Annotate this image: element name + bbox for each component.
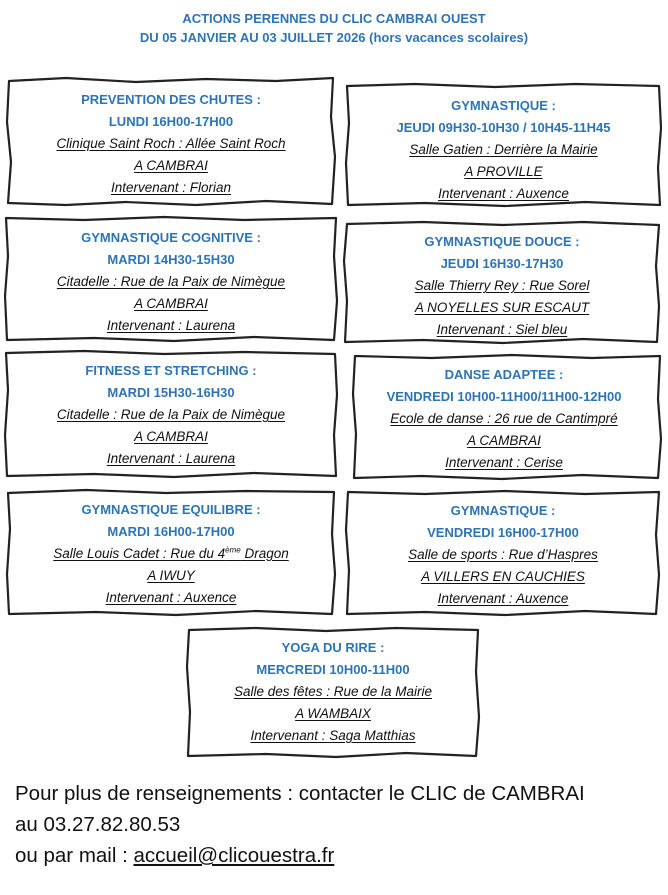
card-town: A CAMBRAI xyxy=(134,296,208,311)
card-town: A CAMBRAI xyxy=(134,158,208,173)
card-location: Clinique Saint Roch : Allée Saint Roch xyxy=(56,136,286,151)
activity-card-gymnastique-cognitive xyxy=(4,216,338,342)
card-instructor: Intervenant : Auxence xyxy=(105,590,237,605)
activity-card-danse-adaptee xyxy=(352,354,662,480)
card-town: A CAMBRAI xyxy=(467,433,541,448)
card-location: Citadelle : Rue de la Paix de Nimègue xyxy=(56,274,286,289)
card-location-text: Salle Louis Cadet : Rue du 4 xyxy=(53,546,226,561)
card-location: Salle des fêtes : Rue de la Mairie xyxy=(233,684,433,699)
card-schedule: JEUDI 09H30-10H30 / 10H45-11H45 xyxy=(396,120,611,135)
card-title: GYMNASTIQUE : xyxy=(450,503,556,518)
card-instructor: Intervenant : Auxence xyxy=(437,591,569,606)
card-town: A IWUY xyxy=(147,568,195,583)
card-instructor: Intervenant : Laurena xyxy=(106,451,236,466)
email-link[interactable]: accueil@clicouestra.fr xyxy=(133,844,335,867)
activity-card-gymnastique-douce xyxy=(343,221,661,344)
card-title: GYMNASTIQUE DOUCE : xyxy=(424,234,580,249)
card-schedule: VENDREDI 16H00-17H00 xyxy=(427,525,579,540)
card-title: YOGA DU RIRE : xyxy=(281,640,385,655)
page-title: ACTIONS PERENNES DU CLIC CAMBRAI OUEST xyxy=(182,11,486,26)
card-title: GYMNASTIQUE EQUILIBRE : xyxy=(81,502,261,517)
card-title: DANSE ADAPTEE : xyxy=(444,367,564,382)
card-schedule: MARDI 16H00-17H00 xyxy=(107,524,235,539)
card-location: Ecole de danse : 26 rue de Cantimpré xyxy=(390,411,618,426)
activity-card-prevention-chutes xyxy=(6,77,336,207)
activity-card-yoga-du-rire xyxy=(186,627,480,758)
card-town: A VILLERS EN CAUCHIES xyxy=(421,569,585,584)
card-title: GYMNASTIQUE COGNITIVE : xyxy=(81,230,261,245)
card-town: A WAMBAIX xyxy=(295,706,371,721)
card-location: Salle de sports : Rue d’Haspres xyxy=(408,547,598,562)
activity-card-gymnastique-villers xyxy=(345,490,661,616)
contact-phone: au 03.27.82.80.53 xyxy=(15,813,181,836)
card-location-text-end: Dragon xyxy=(240,546,289,561)
card-town: A PROVILLE xyxy=(464,164,543,179)
date-range: DU 05 JANVIER AU 03 JUILLET 2026 (hors vacances scolaires) xyxy=(139,30,529,45)
contact-line: Pour plus de renseignements : contacter le CLIC de CAMBRAI xyxy=(15,782,585,805)
card-schedule: JEUDI 16H30-17H30 xyxy=(440,256,564,271)
card-town: A NOYELLES SUR ESCAUT xyxy=(414,300,590,315)
card-schedule: MARDI 15H30-16H30 xyxy=(107,385,235,400)
card-schedule: VENDREDI 10H00-11H00/11H00-12H00 xyxy=(386,389,622,404)
card-instructor: Intervenant : Siel bleu xyxy=(436,322,568,337)
page-header xyxy=(0,9,668,47)
card-title: FITNESS ET STRETCHING : xyxy=(85,363,257,378)
card-schedule: MARDI 14H30-15H30 xyxy=(107,252,235,267)
card-location-sup: ème xyxy=(225,545,241,555)
card-location: Salle Gatien : Derrière la Mairie xyxy=(409,142,598,157)
card-instructor: Intervenant : Laurena xyxy=(106,318,236,333)
card-location: Salle Thierry Rey : Rue Sorel xyxy=(414,278,590,293)
activity-card-gymnastique-proville xyxy=(345,83,662,207)
card-instructor: Intervenant : Florian xyxy=(110,180,232,195)
contact-footer xyxy=(15,778,585,871)
card-instructor: Intervenant : Auxence xyxy=(438,186,569,201)
contact-mail-prefix: ou par mail : xyxy=(15,844,134,867)
card-title: GYMNASTIQUE : xyxy=(451,98,556,113)
card-location xyxy=(53,546,288,561)
contact-mail-line xyxy=(15,840,585,871)
activity-card-gymnastique-equilibre xyxy=(6,489,336,616)
activity-card-fitness-stretching xyxy=(4,350,338,478)
card-town: A CAMBRAI xyxy=(134,429,208,444)
card-instructor: Intervenant : Cerise xyxy=(445,455,563,470)
card-schedule: MERCREDI 10H00-11H00 xyxy=(256,662,410,677)
card-instructor: Intervenant : Saga Matthias xyxy=(250,728,416,743)
card-title: PREVENTION DES CHUTES : xyxy=(81,92,261,107)
card-schedule: LUNDI 16H00-17H00 xyxy=(108,114,234,129)
card-location: Citadelle : Rue de la Paix de Nimègue xyxy=(56,407,286,422)
